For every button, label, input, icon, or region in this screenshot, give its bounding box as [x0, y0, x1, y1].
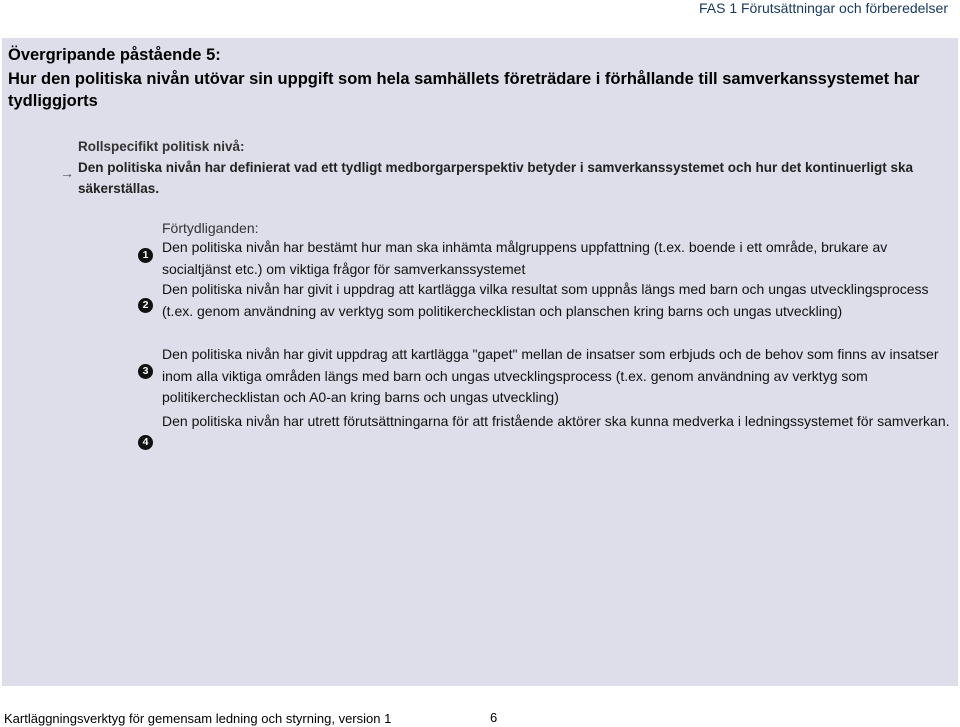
clarification-item-2: Den politiska nivån har givit i uppdrag att kartlägga vilka resultat som uppnås längs med barn och ungas utvecklingsprocess (t.ex. genom användning av verktyg som politikerchecklistan och planschen kring barns och ungas utveckling) — [162, 281, 929, 319]
arrow-right-icon: → — [60, 165, 74, 181]
page-number: 6 — [490, 710, 498, 725]
statement-text: Hur den politiska nivån utövar sin uppgift som hela samhällets företrädare i förhållande till samverkanssystemet har tydliggjorts — [8, 70, 920, 110]
number-2-icon: 2 — [138, 298, 153, 313]
number-4-icon: 4 — [138, 435, 153, 450]
statement-panel — [2, 38, 958, 686]
clarifications-label: Förtydliganden: — [162, 220, 259, 236]
number-1-icon: 1 — [138, 248, 153, 263]
statement-label: Övergripande påstående 5: — [8, 46, 221, 64]
clarification-item-3: Den politiska nivån har givit uppdrag att kartlägga "gapet" mellan de insatser som erbjuds och de behov som finns av insatser inom alla viktiga områden längs med barn och ungas utvecklingsprocess (t.ex. genom användning av verktyg som politikerchecklistan och A0-an kring barns och ungas utveckling) — [162, 346, 939, 405]
number-3-icon: 3 — [138, 364, 153, 379]
clarification-item-1: Den politiska nivån har bestämt hur man ska inhämta målgruppens uppfattning (t.ex. boende i ett område, brukare av socialtjänst etc.) om viktiga frågor för samverkanssystemet — [162, 239, 888, 277]
role-specific-block — [78, 136, 948, 199]
page-header-title: FAS 1 Förutsättningar och förberedelser — [698, 0, 948, 16]
clarification-item-4: Den politiska nivån har utrett förutsättningarna för att fristående aktörer ska kunna medverka i ledningssystemet för samverkan. — [162, 413, 950, 429]
footer-text: Kartläggningsverktyg för gemensam ledning och styrning, version 1 — [4, 711, 392, 726]
role-specific-label: Rollspecifikt politisk nivå: — [78, 139, 245, 154]
role-specific-text: Den politiska nivån har definierat vad ett tydligt medborgarperspektiv betyder i samverkanssystemet och hur det kontinuerligt ska säkerställas. — [78, 160, 913, 196]
